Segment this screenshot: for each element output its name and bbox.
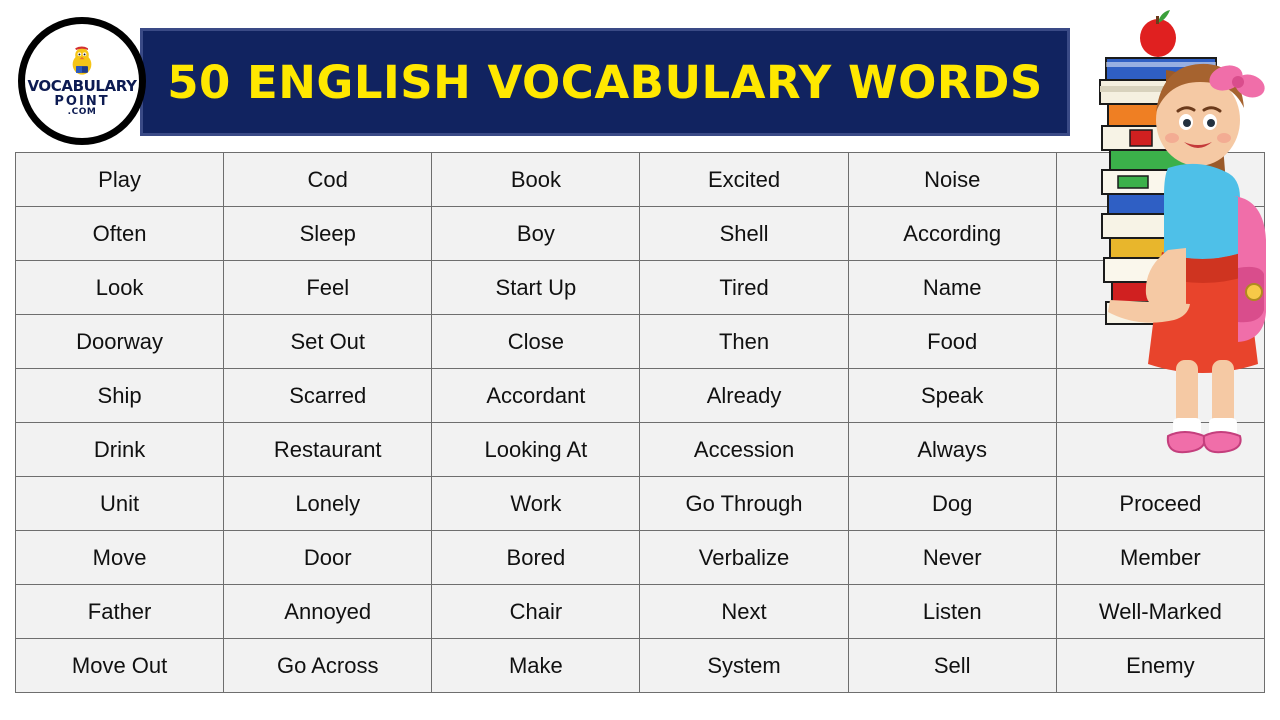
- vocabulary-word-cell: Tired: [640, 261, 848, 315]
- vocabulary-word-cell: Feel: [224, 261, 432, 315]
- vocabulary-word-cell: Restaurant: [224, 423, 432, 477]
- empty-cell: [1056, 423, 1264, 477]
- vocabulary-word-cell: Name: [848, 261, 1056, 315]
- vocabulary-word-cell: Go Across: [224, 639, 432, 693]
- vocabulary-word-cell: Shell: [640, 207, 848, 261]
- vocabulary-word-cell: Noise: [848, 153, 1056, 207]
- vocabulary-word-cell: Father: [16, 585, 224, 639]
- table-row: [16, 153, 1265, 207]
- vocabulary-word-cell: Drink: [16, 423, 224, 477]
- logo-line-3: .COM: [67, 107, 97, 118]
- vocabulary-word-cell: Make: [432, 639, 640, 693]
- vocabulary-word-cell: Never: [848, 531, 1056, 585]
- vocabulary-word-cell: Dog: [848, 477, 1056, 531]
- vocabulary-word-cell: Door: [224, 531, 432, 585]
- vocabulary-word-cell: Excited: [640, 153, 848, 207]
- table-row: [16, 531, 1265, 585]
- vocabulary-word-cell: Work: [432, 477, 640, 531]
- vocabulary-word-cell: Member: [1056, 531, 1264, 585]
- vocabulary-word-cell: Close: [432, 315, 640, 369]
- vocabulary-word-cell: Play: [16, 153, 224, 207]
- site-logo[interactable]: [18, 17, 146, 145]
- vocabulary-word-cell: Sleep: [224, 207, 432, 261]
- logo-line-1: VOCABULARY: [27, 76, 137, 95]
- vocabulary-word-cell: Cod: [224, 153, 432, 207]
- vocabulary-word-cell: Already: [640, 369, 848, 423]
- header-banner: [140, 28, 1070, 136]
- vocabulary-word-cell: Next: [640, 585, 848, 639]
- vocabulary-word-cell: Look: [16, 261, 224, 315]
- vocabulary-word-cell: Ship: [16, 369, 224, 423]
- empty-cell: [1056, 261, 1264, 315]
- vocabulary-word-cell: Boy: [432, 207, 640, 261]
- vocabulary-word-cell: Then: [640, 315, 848, 369]
- table-row: [16, 315, 1265, 369]
- empty-cell: [1056, 207, 1264, 261]
- vocabulary-word-cell: Sell: [848, 639, 1056, 693]
- table-row: [16, 477, 1265, 531]
- vocabulary-word-cell: Proceed: [1056, 477, 1264, 531]
- vocabulary-word-cell: Unit: [16, 477, 224, 531]
- vocabulary-word-cell: Always: [848, 423, 1056, 477]
- vocabulary-word-cell: Food: [848, 315, 1056, 369]
- vocabulary-word-cell: Lonely: [224, 477, 432, 531]
- vocabulary-word-cell: Accession: [640, 423, 848, 477]
- table-row: [16, 585, 1265, 639]
- vocabulary-word-cell: Well-Marked: [1056, 585, 1264, 639]
- empty-cell: [1056, 153, 1264, 207]
- vocabulary-word-cell: Bored: [432, 531, 640, 585]
- vocabulary-word-cell: Speak: [848, 369, 1056, 423]
- vocabulary-word-cell: Chair: [432, 585, 640, 639]
- table-row: [16, 207, 1265, 261]
- empty-cell: [1056, 315, 1264, 369]
- vocabulary-word-cell: Doorway: [16, 315, 224, 369]
- table-row: [16, 639, 1265, 693]
- table-row: [16, 369, 1265, 423]
- table-row: [16, 423, 1265, 477]
- vocabulary-word-cell: Annoyed: [224, 585, 432, 639]
- vocabulary-word-cell: System: [640, 639, 848, 693]
- vocabulary-word-cell: According: [848, 207, 1056, 261]
- vocabulary-word-cell: Scarred: [224, 369, 432, 423]
- vocabulary-word-cell: Go Through: [640, 477, 848, 531]
- vocabulary-word-cell: Listen: [848, 585, 1056, 639]
- vocabulary-word-cell: Move: [16, 531, 224, 585]
- page-title: 50 ENGLISH VOCABULARY WORDS: [167, 55, 1043, 109]
- vocabulary-word-cell: Accordant: [432, 369, 640, 423]
- vocabulary-word-cell: Move Out: [16, 639, 224, 693]
- vocabulary-table-wrap: [15, 152, 1265, 693]
- bird-mascot-icon: [65, 44, 99, 78]
- vocabulary-word-cell: Set Out: [224, 315, 432, 369]
- logo-line-2: POINT: [54, 93, 110, 109]
- vocabulary-word-cell: Looking At: [432, 423, 640, 477]
- empty-cell: [1056, 369, 1264, 423]
- vocabulary-word-cell: Verbalize: [640, 531, 848, 585]
- vocabulary-word-cell: Start Up: [432, 261, 640, 315]
- vocabulary-table: [15, 152, 1265, 693]
- vocabulary-word-cell: Book: [432, 153, 640, 207]
- vocabulary-word-cell: Often: [16, 207, 224, 261]
- vocabulary-word-cell: Enemy: [1056, 639, 1264, 693]
- table-row: [16, 261, 1265, 315]
